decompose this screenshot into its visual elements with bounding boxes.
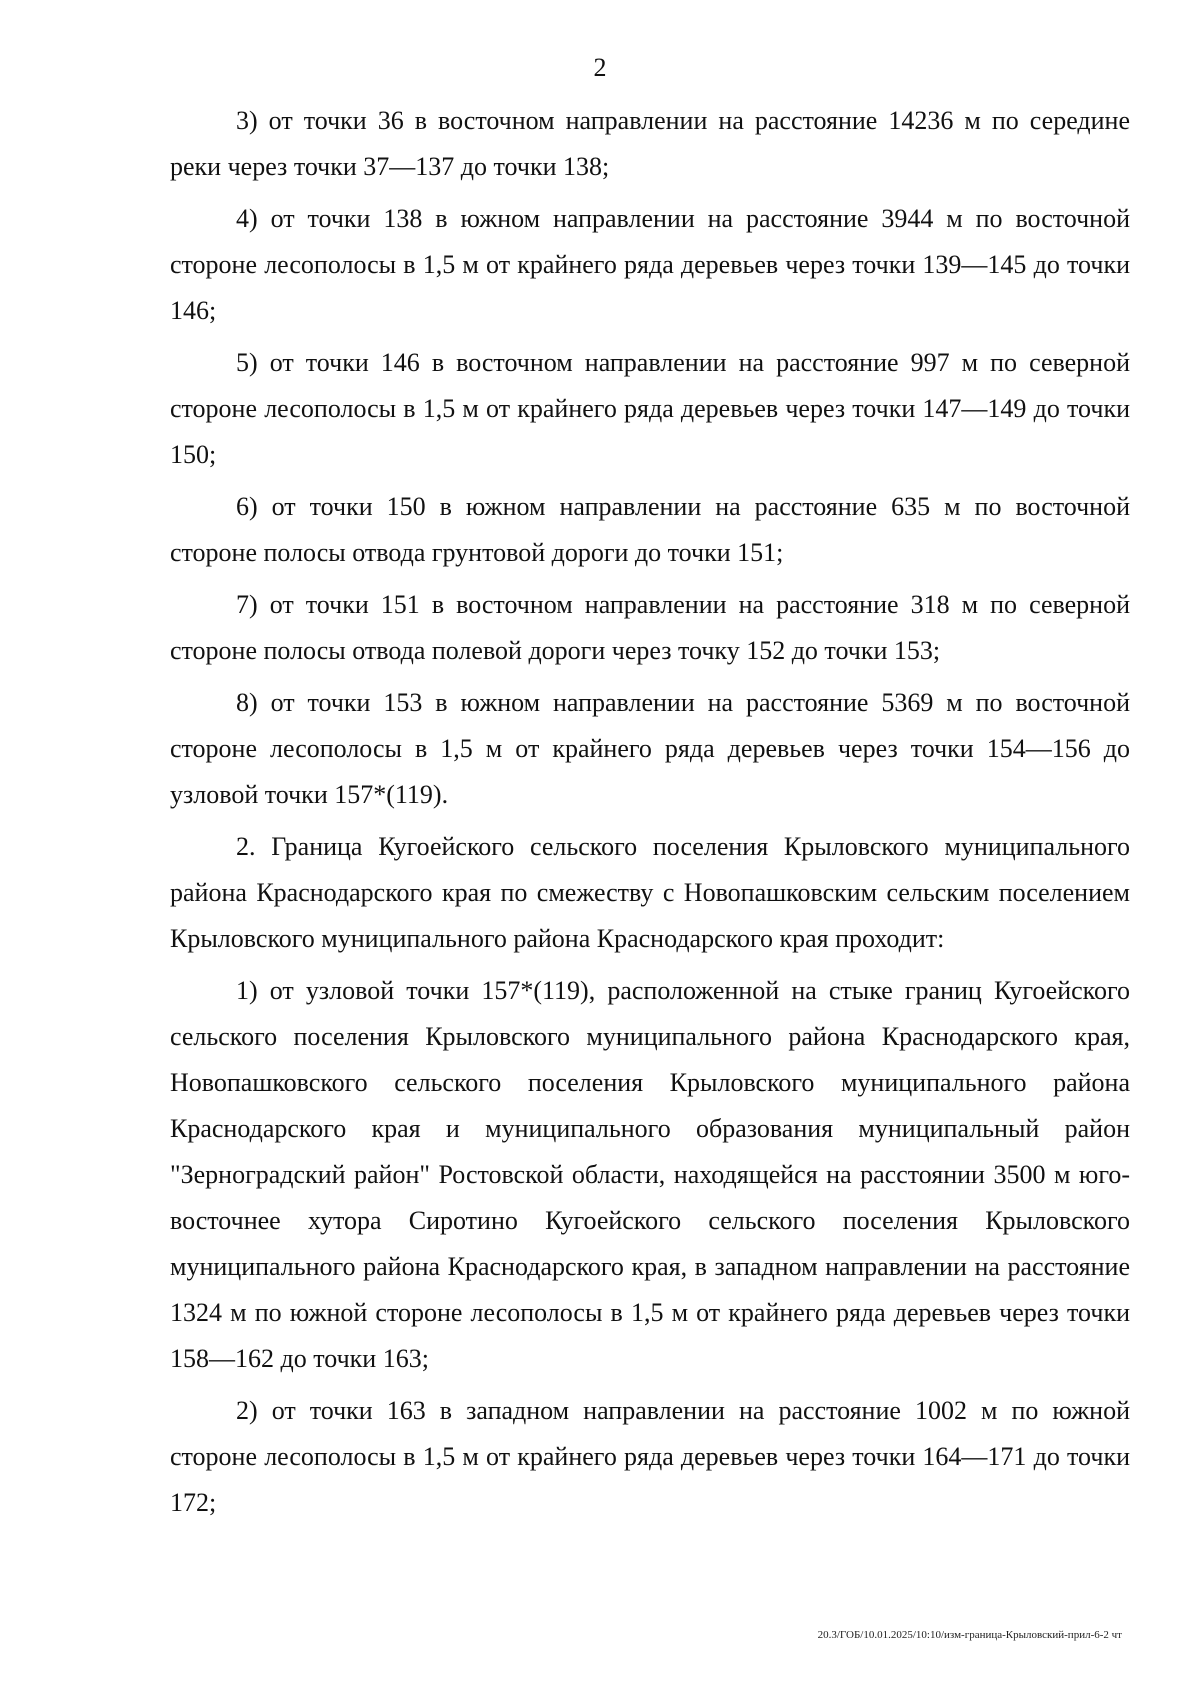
section-2-heading-paragraph: 2. Граница Кугоейского сельского поселения Крыловского муниципального района Краснодарского края по смежеству с Новопашковским сельским поселением Крыловского муниципального района Краснодарского края проходит: bbox=[170, 832, 1130, 953]
paragraph-item-6: 6) от точки 150 в южном направлении на расстояние 635 м по восточной стороне полосы отвода грунтовой дороги до точки 151; bbox=[170, 492, 1130, 567]
paragraph-item-3: 3) от точки 36 в восточном направлении на расстояние 14236 м по середине реки через точки 37—137 до точки 138; bbox=[170, 106, 1130, 181]
paragraph-item-5: 5) от точки 146 в восточном направлении на расстояние 997 м по северной стороне лесополосы в 1,5 м от крайнего ряда деревьев через точки 147—149 до точки 150; bbox=[170, 348, 1130, 469]
paragraph-item-7: 7) от точки 151 в восточном направлении на расстояние 318 м по северной стороне полосы отвода полевой дороги через точку 152 до точки 153; bbox=[170, 590, 1130, 665]
paragraph-item-4: 4) от точки 138 в южном направлении на расстояние 3944 м по восточной стороне лесополосы в 1,5 м от крайнего ряда деревьев через точки 139—145 до точки 146; bbox=[170, 204, 1130, 325]
paragraph-item-8: 8) от точки 153 в южном направлении на расстояние 5369 м по восточной стороне лесополосы в 1,5 м от крайнего ряда деревьев через точки 154—156 до узловой точки 157*(119). bbox=[170, 688, 1130, 809]
paragraph-item-1: 1) от узловой точки 157*(119), расположенной на стыке границ Кугоейского сельского поселения Крыловского муниципального района Краснодарского края, Новопашковского сельского поселения Крыловского муниципального района Краснодарского края и муниципального образования муниципальный район "Зерноградский район" Ростовской области, находящейся на расстоянии 3500 м юго-восточнее хутора Сиротино Кугоейского сельского поселения Крыловского муниципального района Краснодарского края, в западном направлении на расстояние 1324 м по южной стороне лесополосы в 1,5 м от крайнего ряда деревьев через точки 158—162 до точки 163; bbox=[170, 976, 1130, 1373]
document-footer-code: 20.3/ГОБ/10.01.2025/10:10/изм-граница-Крыловский-прил-6-2 чт bbox=[817, 1629, 1122, 1641]
document-body bbox=[170, 98, 1130, 1532]
paragraph-item-2: 2) от точки 163 в западном направлении на расстояние 1002 м по южной стороне лесополосы в 1,5 м от крайнего ряда деревьев через точки 164—171 до точки 172; bbox=[170, 1396, 1130, 1517]
page-number: 2 bbox=[593, 53, 607, 82]
